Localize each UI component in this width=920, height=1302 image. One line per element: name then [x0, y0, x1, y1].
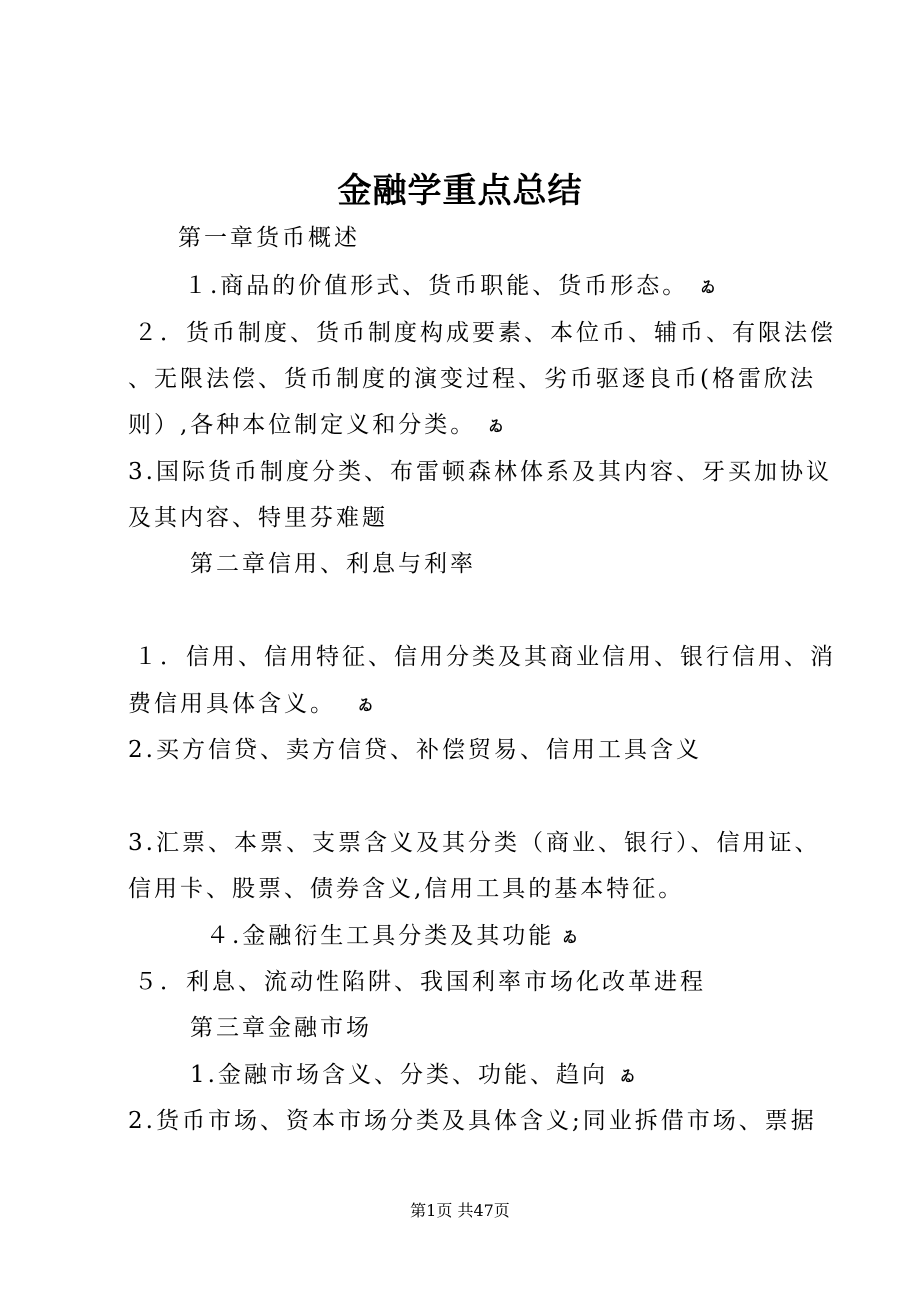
chapter-1-item-3-line-2: 及其内容、特里芬难题	[128, 505, 388, 531]
chapter-2-item-3-line-1: 3.汇票、本票、支票含义及其分类（商业、银行）、信用证、	[128, 830, 821, 856]
line-text: 1.金融市场含义、分类、功能、趋向	[190, 1062, 608, 1088]
page-footer: 第1页 共47页	[410, 1201, 510, 1220]
chapter-2-heading: 第二章信用、利息与利率	[190, 551, 476, 577]
chapter-1-item-2-line-2: 、无限法偿、货币制度的演变过程、劣币驱逐良币(格雷欣法	[128, 366, 816, 392]
chapter-3-item-1	[190, 1052, 635, 1099]
chapter-2-item-3-line-2: 信用卡、股票、债券含义,信用工具的基本特征。	[128, 876, 685, 902]
chapter-2-item-1-line-2	[128, 681, 373, 728]
bullet-mark-icon: ゐ	[488, 417, 504, 435]
chapter-2-item-1-line-1: １．信用、信用特征、信用分类及其商业信用、银行信用、消	[134, 644, 836, 670]
chapter-2-item-2: 2.买方信贷、卖方信贷、补偿贸易、信用工具含义	[128, 737, 702, 763]
bullet-mark-icon: ゐ	[562, 928, 578, 946]
chapter-1-item-1	[184, 263, 715, 310]
line-text: ４.金融衍生工具分类及其功能	[206, 923, 555, 949]
chapter-3-heading: 第三章金融市场	[190, 1015, 372, 1041]
chapter-1-item-2-line-3	[128, 402, 503, 449]
document-title: 金融学重点总结	[337, 171, 583, 211]
chapter-2-item-4	[206, 913, 577, 960]
line-text: 费信用具体含义。	[128, 691, 336, 717]
bullet-mark-icon: ゐ	[619, 1067, 635, 1085]
chapter-3-item-2: 2.货币市场、资本市场分类及具体含义;同业拆借市场、票据	[128, 1108, 817, 1134]
chapter-2-item-5: ５．利息、流动性陷阱、我国利率市场化改革进程	[134, 969, 706, 995]
chapter-1-heading: 第一章货币概述	[178, 225, 360, 251]
bullet-mark-icon: ゐ	[700, 278, 716, 296]
line-text: 则）,各种本位制定义和分类。	[128, 412, 477, 438]
bullet-mark-icon: ゐ	[358, 696, 374, 714]
line-text: １.商品的价值形式、货币职能、货币形态。	[184, 273, 689, 299]
chapter-1-item-3-line-1: 3.国际货币制度分类、布雷顿森林体系及其内容、牙买加协议	[128, 459, 832, 485]
chapter-1-item-2-line-1: ２．货币制度、货币制度构成要素、本位币、辅币、有限法偿	[134, 320, 836, 346]
